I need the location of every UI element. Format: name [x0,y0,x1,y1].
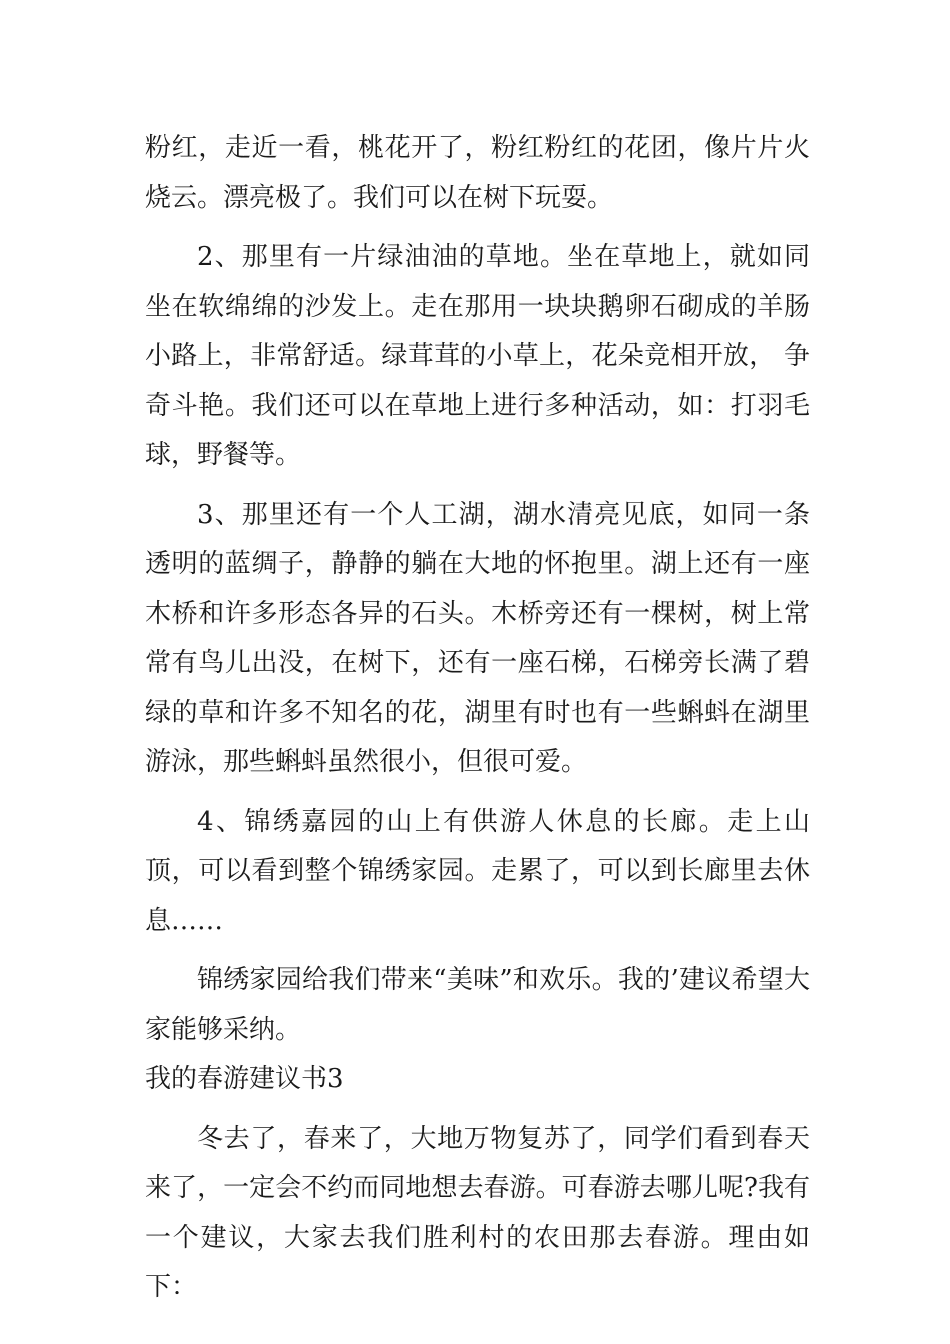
paragraph-artificial-lake: 3、那里还有一个人工湖，湖水清亮见底，如同一条透明的蓝绸子，静静的躺在大地的怀抱里。湖上还有一座木桥和许多形态各异的石头。木桥旁还有一棵树，树上常常有鸟儿出没，在树下，还有一座石梯，石梯旁长满了碧绿的草和许多不知名的花，湖里有时也有一些蝌蚪在湖里游泳，那些蝌蚪虽然很小，但很可爱。 [145,499,810,777]
paragraph-grassland: 2、那里有一片绿油油的草地。坐在草地上，就如同坐在软绵绵的沙发上。走在那用一块块鹅卵石砌成的羊肠小路上，非常舒适。绿茸茸的小草上，花朵竞相开放， 争奇斗艳。我们还可以在草地上进行多种活动，如：打羽毛球，野餐等。 [145,242,810,470]
section-heading: 我的春游建议书3 [145,1064,344,1094]
paragraph-peach-blossoms: 粉红，走近一看，桃花开了，粉红粉红的花团，像片片火烧云。漂亮极了。我们可以在树下玩耍。 [145,133,810,213]
paragraph-corridor: 4、锦绣嘉园的山上有供游人休息的长廊。走上山顶，可以看到整个锦绣家园。走累了，可以到长廊里去休息…… [145,806,810,936]
paragraph-conclusion: 锦绣家园给我们带来“美味”和欢乐。我的’建议希望大家能够采纳。 [145,965,810,1045]
paragraph-spring-intro: 冬去了，春来了，大地万物复苏了，同学们看到春天来了，一定会不约而同地想去春游。可春游去哪儿呢?我有一个建议，大家去我们胜利村的农田那去春游。理由如下： [145,1123,810,1302]
document-body [145,124,810,1313]
